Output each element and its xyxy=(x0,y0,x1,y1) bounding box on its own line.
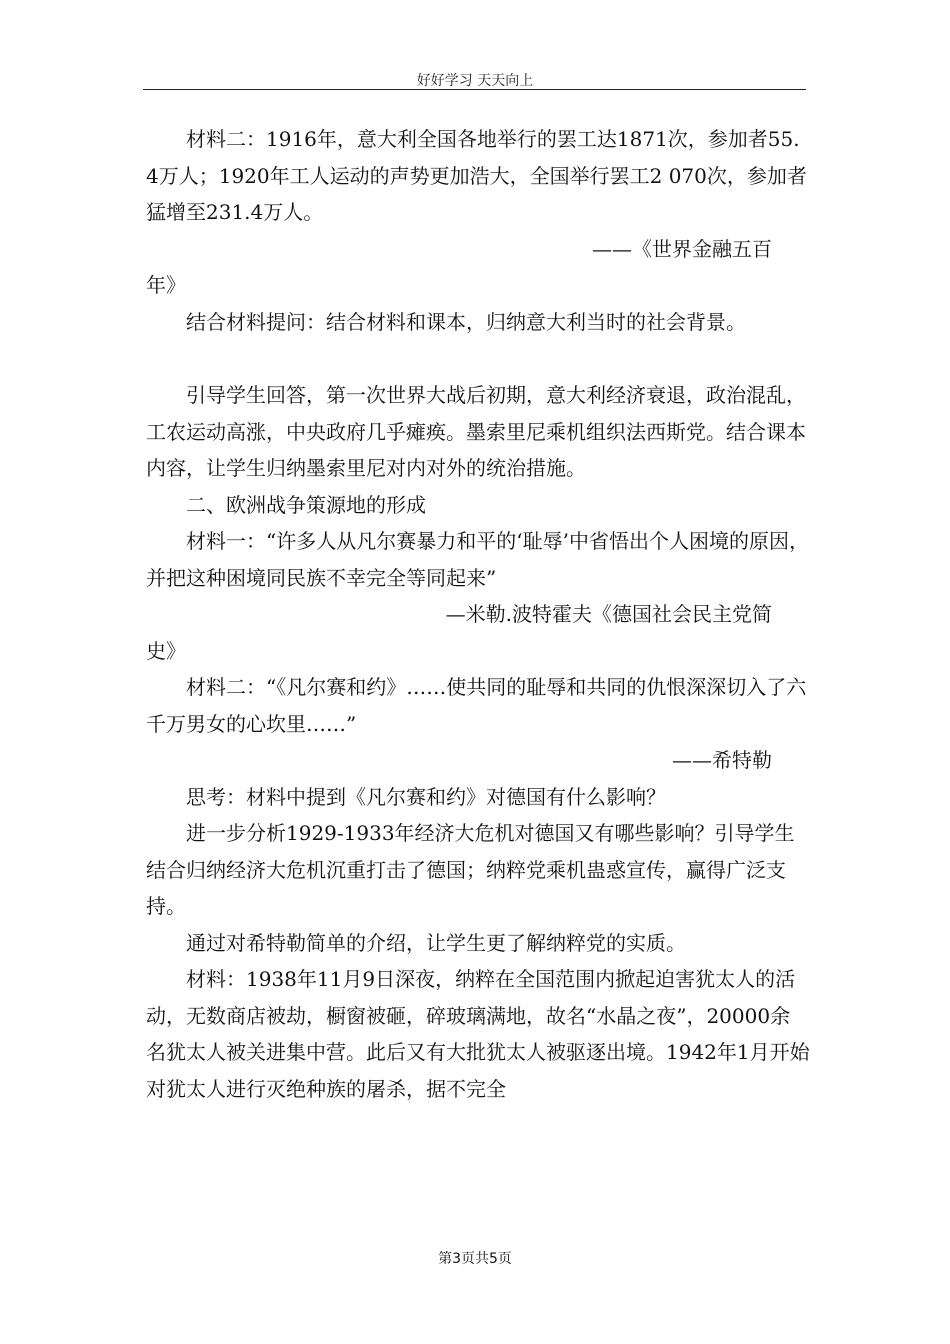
kristallnacht-paragraph: 材料：1938年11月9日深夜，纳粹在全国范围内掀起迫害犹太人的活动，无数商店被劫，橱窗被砸，碎玻璃满地，故名“水晶之夜”，20000余名犹太人被关进集中营。此后又有大批犹太人被驱逐出境。1942年1月开始对犹太人进行灭绝种族的屠杀，据不完全 xyxy=(146,967,810,1101)
blank-line xyxy=(146,340,810,377)
intro-paragraph: 通过对希特勒简单的介绍，让学生更了解纳粹党的实质。 xyxy=(186,930,686,955)
think-question: 思考：材料中提到《凡尔赛和约》对德国有什么影响？ xyxy=(186,784,666,809)
question-paragraph: 结合材料提问：结合材料和课本，归纳意大利当时的社会背景。 xyxy=(186,309,746,334)
section-heading: 二、欧洲战争策源地的形成 xyxy=(186,492,426,517)
citation-hitler: ——希特勒 xyxy=(672,748,772,772)
document-body xyxy=(146,121,810,1107)
analysis-paragraph: 进一步分析1929-1933年经济大危机对德国又有哪些影响？引导学生结合归纳经济大危机沉重打击了德国；纳粹党乘机蛊惑宣传，赢得广泛支持。 xyxy=(146,821,795,918)
material-2-versailles-paragraph: 材料二：“《凡尔赛和约》……使共同的耻辱和共同的仇恨深深切入了六千万男女的心坎里……” xyxy=(146,675,807,736)
page-header: 好好学习 天天向上 xyxy=(416,73,534,89)
citation-world-finance-tail: 年》 xyxy=(146,273,186,297)
citation-world-finance: ——《世界金融五百 xyxy=(592,236,772,261)
citation-potthoff-tail: 史》 xyxy=(146,638,186,663)
material-2-paragraph: 材料二：1916年，意大利全国各地举行的罢工达1871次，参加者55.4万人；1920年工人运动的声势更加浩大，全国举行罢工2 070次，参加者猛增至231.4万人。 xyxy=(146,127,807,224)
page-number: 第3页共5页 xyxy=(438,1251,512,1267)
material-1-paragraph: 材料一：“许多人从凡尔赛暴力和平的‘耻辱’中省悟出个人困境的原因，并把这种困境同民族不幸完全等同起来” xyxy=(146,529,809,590)
guidance-paragraph: 引导学生回答，第一次世界大战后初期，意大利经济衰退，政治混乱，工农运动高涨，中央政府几乎瘫痪。墨索里尼乘机组织法西斯党。结合课本内容，让学生归纳墨索里尼对内对外的统治措施。 xyxy=(146,383,806,480)
header-divider xyxy=(143,89,806,90)
citation-potthoff: —米勒.波特霍夫《德国社会民主党简 xyxy=(445,602,772,626)
